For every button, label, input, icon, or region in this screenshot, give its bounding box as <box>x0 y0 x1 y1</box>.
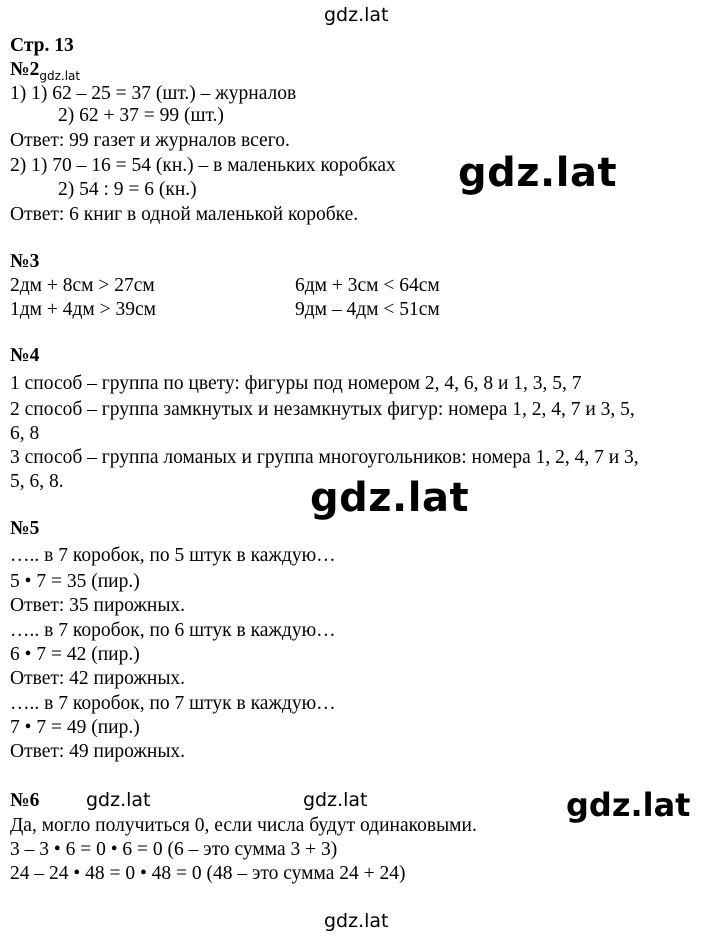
task-heading <box>10 58 80 83</box>
comparison-line: 6дм + 3см < 64см <box>295 275 440 296</box>
page-title: Стр. 13 <box>10 35 74 56</box>
solution-line: 7 • 7 = 49 (пир.) <box>10 717 140 738</box>
solution-line: 2) 54 : 9 = 6 (кн.) <box>58 179 197 200</box>
solution-line: 2 способ – группа замкнутых и незамкнутых фигур: номера 1, 2, 4, 7 и 3, 5, <box>10 399 635 420</box>
comparison-line: 1дм + 4дм > 39см <box>10 299 157 320</box>
watermark-large: gdz.lat <box>458 150 618 196</box>
comparison-line: 9дм – 4дм < 51см <box>295 299 440 320</box>
solution-line: 1 способ – группа по цвету: фигуры под номером 2, 4, 6, 8 и 1, 3, 5, 7 <box>10 373 582 394</box>
solution-line: 5, 6, 8. <box>10 471 64 492</box>
solution-line: 6, 8 <box>10 423 40 444</box>
watermark-large: gdz.lat <box>566 786 691 824</box>
solution-line: Да, могло получиться 0, если числа будут одинаковыми. <box>10 815 477 836</box>
watermark-small: gdz.lat <box>86 789 151 811</box>
watermark-bottom: gdz.lat <box>324 910 389 932</box>
task-heading: №4 <box>10 345 40 366</box>
comparison-line: 2дм + 8см > 27см <box>10 275 155 296</box>
solution-line: 2) 1) 70 – 16 = 54 (кн.) – в маленьких коробках <box>10 155 396 176</box>
task-number: №2 <box>10 59 40 80</box>
solution-line: ….. в 7 коробок, по 5 штук в каждую… <box>10 545 336 566</box>
answer-line: Ответ: 42 пирожных. <box>10 668 186 689</box>
watermark-small: gdz.lat <box>303 789 368 811</box>
solution-line: 3 способ – группа ломаных и группа многоугольников: номера 1, 2, 4, 7 и 3, <box>10 447 639 468</box>
solution-line: 24 – 24 • 48 = 0 • 48 = 0 (48 – это сумма 24 + 24) <box>10 863 406 884</box>
task-heading: №3 <box>10 251 40 272</box>
answer-line: Ответ: 6 книг в одной маленькой коробке. <box>10 204 359 225</box>
watermark-top: gdz.lat <box>324 4 389 26</box>
answer-line: Ответ: 35 пирожных. <box>10 595 186 616</box>
task-heading: №6 <box>10 790 40 811</box>
solution-line: 5 • 7 = 35 (пир.) <box>10 571 140 592</box>
solution-line: 1) 1) 62 – 25 = 37 (шт.) – журналов <box>10 83 297 104</box>
answer-line: Ответ: 49 пирожных. <box>10 741 186 762</box>
solution-line: ….. в 7 коробок, по 7 штук в каждую… <box>10 693 336 714</box>
solution-line: 3 – 3 • 6 = 0 • 6 = 0 (6 – это сумма 3 + 3) <box>10 839 338 860</box>
answer-line: Ответ: 99 газет и журналов всего. <box>10 130 290 151</box>
watermark-large: gdz.lat <box>310 475 470 521</box>
watermark-subscript: gdz.lat <box>39 69 81 83</box>
solution-line: ….. в 7 коробок, по 6 штук в каждую… <box>10 620 336 641</box>
solution-line: 6 • 7 = 42 (пир.) <box>10 644 140 665</box>
task-heading: №5 <box>10 518 40 539</box>
solution-line: 2) 62 + 37 = 99 (шт.) <box>58 105 224 126</box>
